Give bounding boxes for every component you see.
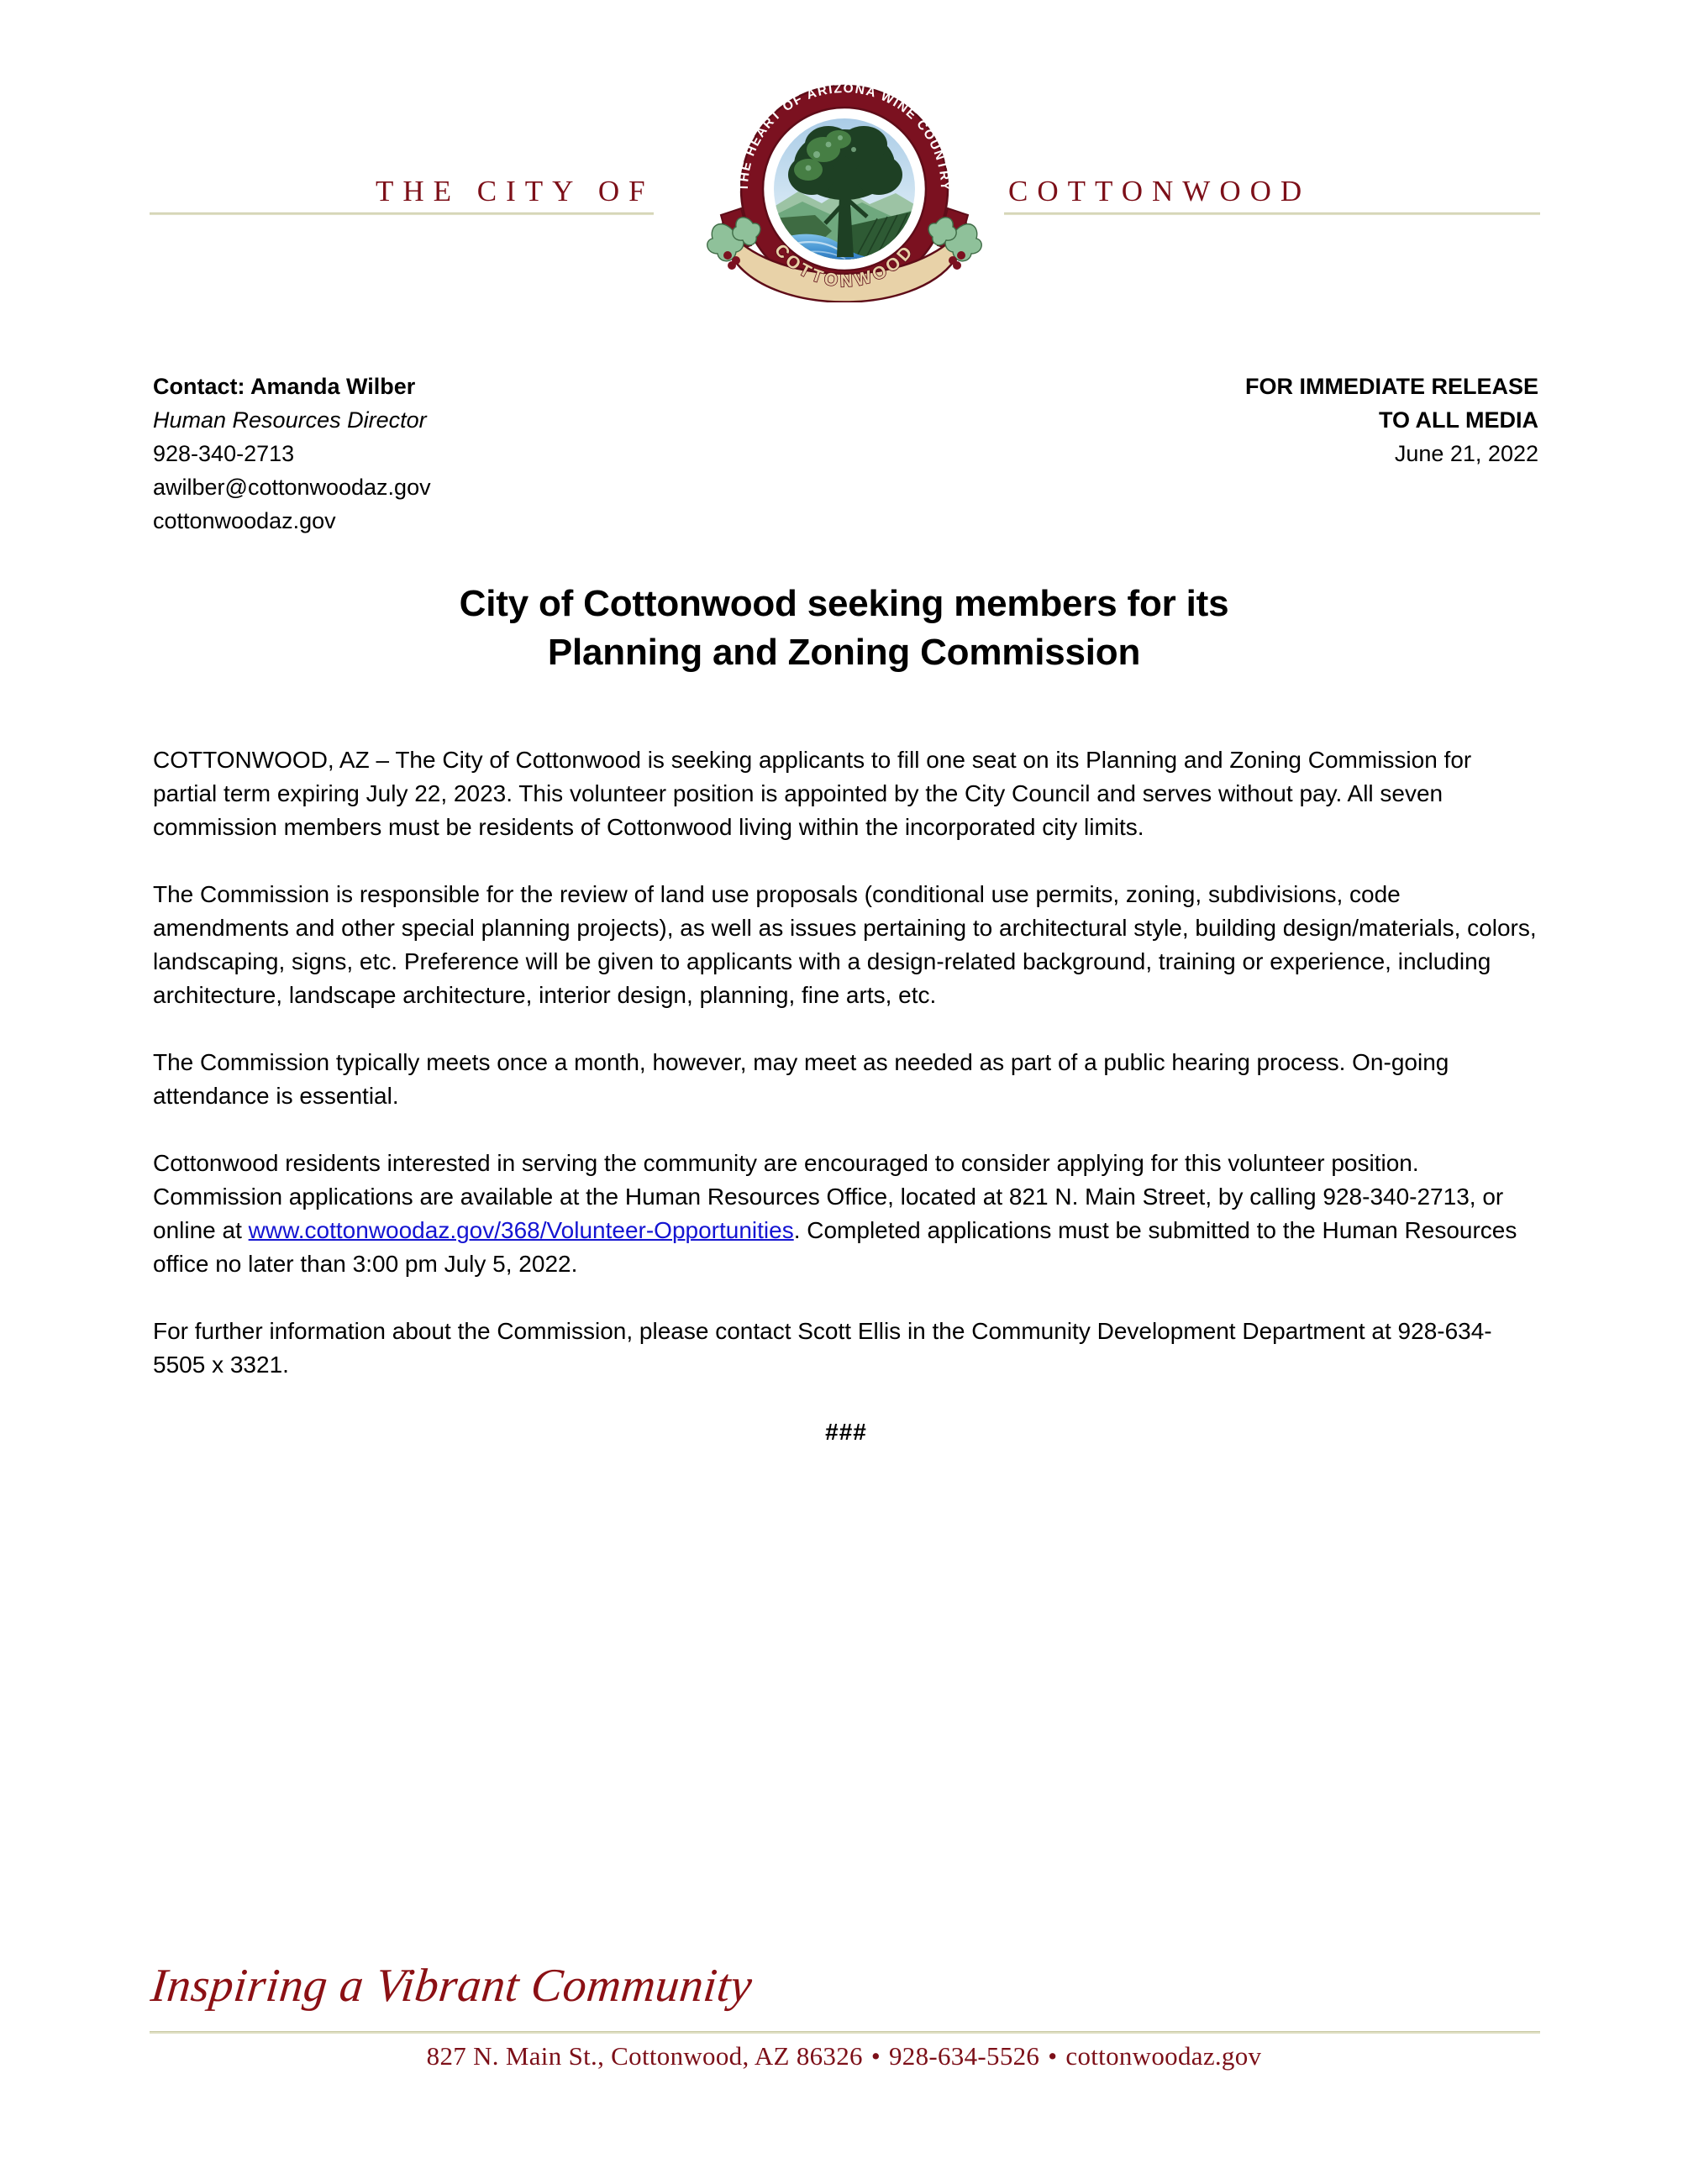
footer-website: cottonwoodaz.gov (1065, 2041, 1262, 2071)
footer-rule (150, 2031, 1540, 2034)
headline-line-1: City of Cottonwood seeking members for its (459, 583, 1229, 624)
footer-phone: 928-634-5526 (888, 2041, 1040, 2071)
contact-website: cottonwoodaz.gov (153, 508, 336, 533)
release-immediate-label: FOR IMMEDIATE RELEASE (1244, 374, 1538, 399)
body-paragraph-2: The Commission is responsible for the review of land use proposals (conditional use permits, zoning, subdivisions, code amendments and other special planning projects), as well as issues pertaining to architectural style, building design/materials, colors, landscaping, signs, etc. Preference will be given to applicants with a design-related background, training or experience, including architecture, landscape architecture, interior design, planning, fine arts, etc. (153, 881, 1537, 1008)
letterhead-rule-right (1004, 213, 1540, 215)
footer (0, 1957, 1688, 2125)
press-release-body (153, 743, 1539, 1449)
svg-text:THE HEART OF ARIZONA WINE COUN: THE HEART OF ARIZONA WINE COUNTRY (736, 81, 953, 192)
volunteer-opportunities-link[interactable]: www.cottonwoodaz.gov/368/Volunteer-Opportunities (248, 1217, 794, 1243)
body-paragraph-4 (153, 1147, 1539, 1281)
body-paragraph-3: The Commission typically meets once a month, however, may meet as needed as part of a public hearing process. On-going attendance is essential. (153, 1049, 1449, 1109)
release-block (1245, 370, 1538, 470)
contact-phone: 928-340-2713 (153, 441, 295, 466)
page-title (153, 580, 1535, 677)
contact-block (153, 370, 431, 538)
city-seal-logo (697, 50, 991, 302)
end-mark: ### (825, 1419, 867, 1445)
headline-line-2: Planning and Zoning Commission (547, 632, 1141, 673)
letterhead (0, 0, 1688, 336)
letterhead-cottonwood: COTTONWOOD (1008, 175, 1312, 207)
letterhead-the-city-of: THE CITY OF (376, 175, 655, 207)
footer-address-line (0, 2041, 1688, 2071)
body-paragraph-1: COTTONWOOD, AZ – The City of Cottonwood is seeking applicants to fill one seat on its Planning and Zoning Commission for partial term expiring July 22, 2023. This volunteer position is appointed by the City Council and serves without pay. All seven commission members must be residents of Cottonwood living within the incorporated city limits. (153, 747, 1472, 840)
release-date: June 21, 2022 (1394, 441, 1538, 466)
contact-name: Contact: Amanda Wilber (153, 374, 416, 399)
letterhead-rule-left (150, 213, 654, 215)
footer-separator-2: • (1048, 2041, 1058, 2071)
contact-title: Human Resources Director (153, 407, 427, 433)
footer-separator-1: • (870, 2041, 881, 2071)
body-paragraph-4-tail: . Completed applications must be submitted to the Human Resources office no later than 3:00 pm July 5, 2022. (153, 1217, 1517, 1277)
body-paragraph-5: For further information about the Commission, please contact Scott Ellis in the Community Development Department at 928-634-5505 x 3321. (153, 1318, 1492, 1378)
contact-email: awilber@cottonwoodaz.gov (153, 475, 431, 500)
release-media-label: TO ALL MEDIA (1378, 407, 1538, 433)
body-paragraph-4-lead: Cottonwood residents interested in serving the community are encouraged to consider applying for this volunteer position. Commission applications are available at the Human Resources Office, located at 821 N. Main Street, by calling 928-340-2713, or online at (153, 1150, 1504, 1243)
footer-street-address: 827 N. Main St., Cottonwood, AZ 86326 (426, 2041, 863, 2071)
svg-text:COTTONWOOD: COTTONWOOD (770, 240, 919, 291)
footer-tagline: Inspiring a Vibrant Community (148, 1960, 755, 2012)
